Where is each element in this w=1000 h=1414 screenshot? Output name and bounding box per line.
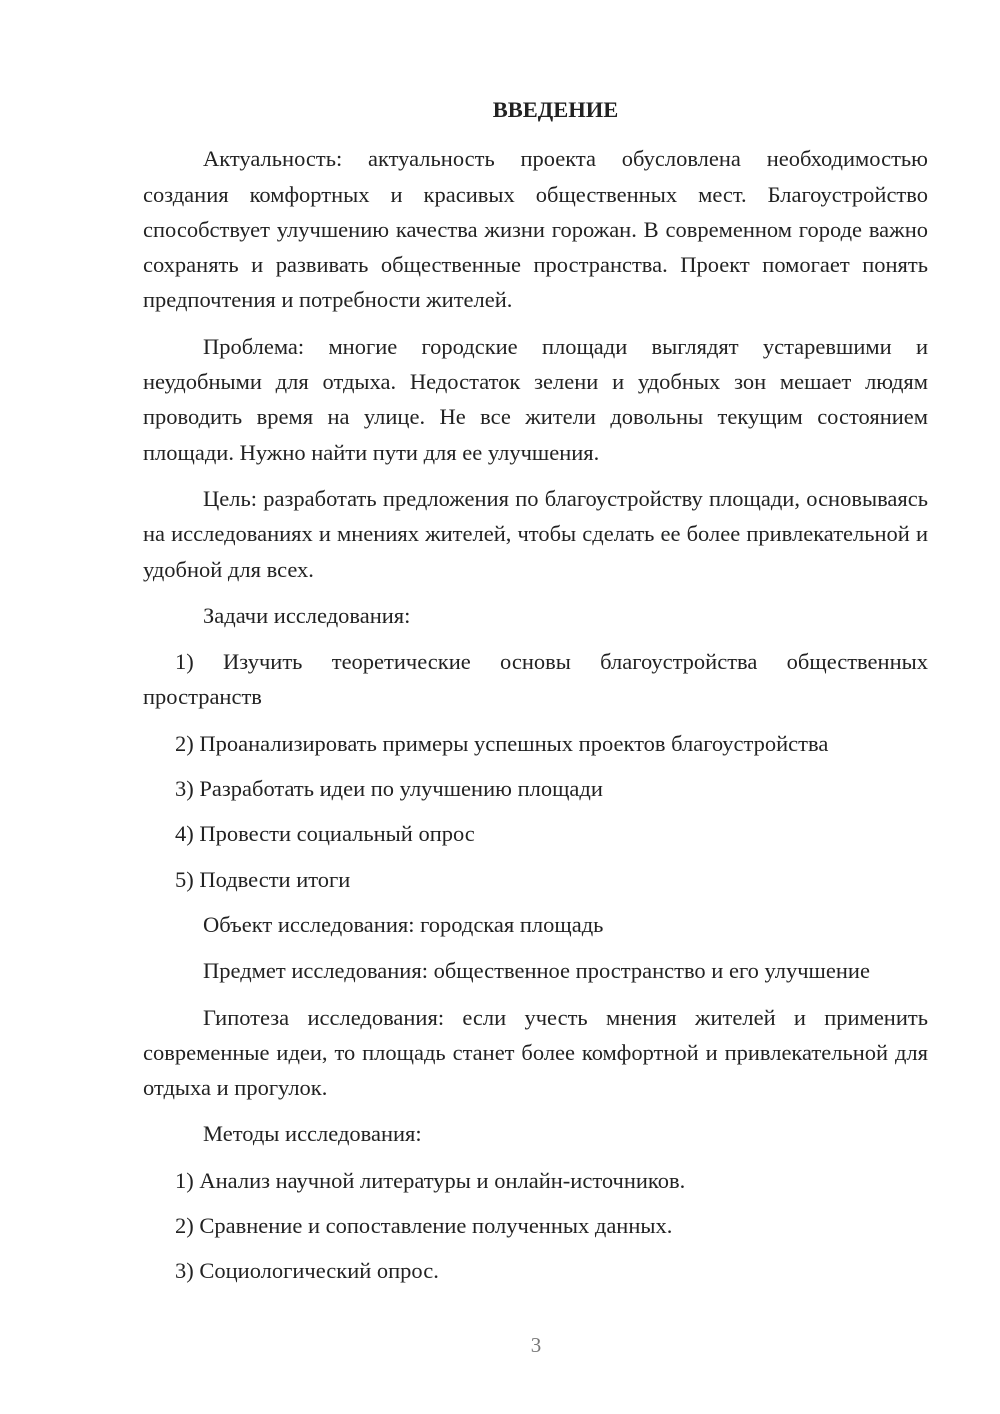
task-item-1: 1) Изучить теоретические основы благоустройства общественных пространств bbox=[143, 649, 928, 710]
problem-paragraph: Проблема: многие городские площади выглядят устаревшими и неудобными для отдыха. Недостаток зелени и удобных зон мешает людям проводить время на улице. Не все жители довольны текущим состоянием площади. Нужно найти пути для ее улучшения. bbox=[143, 333, 928, 465]
method-item-3: 3) Социологический опрос. bbox=[175, 1258, 439, 1284]
page-number: 3 bbox=[530, 1333, 542, 1357]
tasks-heading: Задачи исследования: bbox=[203, 602, 411, 628]
relevance-paragraph: Актуальность: актуальность проекта обусловлена необходимостью создания комфортных и красивых общественных мест. Благоустройство способствует улучшению качества жизни горожан. В современном городе важно сохранять и развивать общественные пространства. Проект помогает понять предпочтения и потребности жителей. bbox=[143, 146, 928, 313]
task-item-2: 2) Проанализировать примеры успешных проектов благоустройства bbox=[175, 730, 829, 756]
object-paragraph: Объект исследования: городская площадь bbox=[203, 911, 604, 937]
task-item-5: 5) Подвести итоги bbox=[175, 866, 351, 892]
hypothesis-paragraph: Гипотеза исследования: если учесть мнения жителей и применить современные идеи, то площадь станет более комфортной и привлекательной для отдыха и прогулок. bbox=[143, 1004, 928, 1101]
task-item-3: 3) Разработать идеи по улучшению площади bbox=[175, 776, 603, 802]
subject-paragraph: Предмет исследования: общественное пространство и его улучшение bbox=[203, 958, 870, 984]
task-item-4: 4) Провести социальный опрос bbox=[175, 821, 475, 847]
section-heading: ВВЕДЕНИЕ bbox=[492, 97, 619, 122]
goal-paragraph: Цель: разработать предложения по благоустройству площади, основываясь на исследованиях и мнениях жителей, чтобы сделать ее более привлекательной и удобной для всех. bbox=[143, 485, 928, 582]
method-item-2: 2) Сравнение и сопоставление полученных данных. bbox=[175, 1213, 673, 1239]
page-content bbox=[143, 92, 928, 1299]
method-item-1: 1) Анализ научной литературы и онлайн-источников. bbox=[175, 1167, 686, 1193]
methods-heading: Методы исследования: bbox=[203, 1121, 422, 1147]
